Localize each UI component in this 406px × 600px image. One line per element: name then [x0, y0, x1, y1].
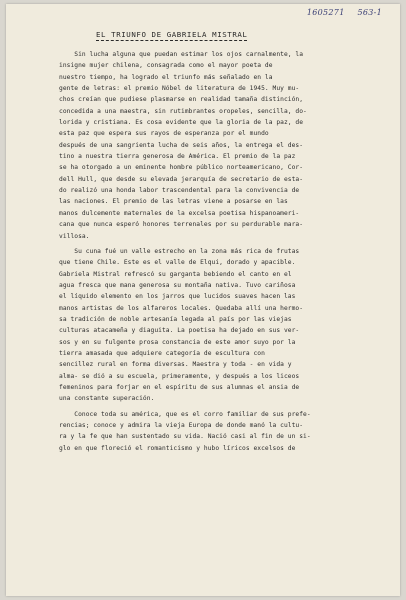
text-line: dell Hull, que desde su elevada jerarquía de secretario de esta-	[59, 175, 304, 183]
paragraph-1	[59, 49, 377, 242]
document-body	[59, 49, 377, 454]
text-line: lorida y cristiana. Es cosa evidente que la gloria de la paz, de	[59, 119, 304, 127]
text-line: insigne mujer chilena, consagrada como el mayor poeta de	[59, 62, 273, 70]
document-page	[6, 4, 400, 596]
text-line: sa tradición de noble artesanía legada al país por las viejas	[59, 315, 292, 323]
document-title: EL TRIUNFO DE GABRIELA MISTRAL	[96, 30, 248, 39]
archive-annotation	[297, 8, 382, 17]
text-line: femeninos para forjar en el espíritu de sus alumnas el ansia de	[59, 383, 300, 391]
text-line: villosa.	[59, 232, 90, 240]
text-line: nuestro tiempo, ha logrado el triunfo más señalado en la	[59, 73, 273, 81]
folio-number: 563-1	[357, 8, 382, 17]
text-line: culturas atacameña y diaguita. La poetisa ha dejado en sus ver-	[59, 327, 300, 335]
text-line: glo en que floreció el romanticismo y hubo líricos excelsos de	[59, 444, 296, 452]
text-line: concedida a una maestra, sin rutimbrantes oropeles, sencilla, do-	[59, 107, 307, 115]
text-line: las naciones. El premio de las letras viene a posarse en las	[59, 198, 288, 206]
text-line: Conoce toda su américa, que es el corro familiar de sus prefe-	[59, 410, 311, 418]
text-line: alma- se dió a su escuela, primeramente, y después a los liceos	[59, 372, 300, 380]
text-line: Sin lucha alguna que puedan estimar los ojos carnalmente, la	[59, 51, 304, 58]
text-line: cana que nunca esperó honores terrenales por su perdurable mara-	[59, 221, 304, 229]
text-line: el líquido elemento en los jarros que lucidos suaves hacen las	[59, 293, 296, 301]
text-line: do realizó una honda labor trascendental para la convivencia de	[59, 187, 300, 195]
text-line: gente de letras: el premio Nóbel de literatura de 1945. Muy mu-	[59, 85, 300, 93]
text-line: rencias; conoce y admira la vieja Europa de donde manó la cultu-	[59, 422, 304, 429]
paragraph-3	[59, 409, 377, 454]
text-line: que tiene Chile. Este es el valle de Elqui, dorado y apacible.	[59, 259, 296, 267]
text-line: sos y en su fulgente prosa constancia de este amor suyo por la	[59, 338, 296, 346]
text-line: Gabriela Mistral refrescó su garganta bebiendo el canto en el	[59, 270, 292, 278]
text-line: una constante superación.	[59, 395, 155, 403]
text-line: tino a nuestra tierra generosa de América. El premio de la paz	[59, 153, 296, 161]
text-line: manos artistas de los alfareros locales. Quedaba allí una hermo-	[59, 304, 304, 312]
text-line: Su cuna fué un valle estrecho en la zona más rica de frutas	[59, 247, 300, 255]
text-line: esta paz que espera sus rayos de esperanza por el mundo	[59, 130, 269, 138]
text-line: sencillez rural en forma diversas. Maestra y toda - en vida y	[59, 361, 292, 369]
text-line: después de una sangrienta lucha de seis años, la entrega el des-	[59, 141, 304, 149]
archive-code: 1605271	[306, 8, 345, 17]
text-line: manos dulcemente maternales de la excelsa poetisa hispanoameri-	[59, 209, 300, 217]
text-line: ra y la fe que han sustentado su vida. Nació casi al fin de un si-	[59, 433, 311, 441]
text-line: agua fresca que mana generosa su montaña nativa. Tuvo cariñosa	[59, 281, 296, 289]
text-line: tierra amasada que adquiere categoría de escultura con	[59, 349, 265, 357]
text-line: chos creían que pudiese plasmarse en realidad tamaña distinción,	[59, 96, 304, 104]
text-line: se ha otorgado a un eminente hombre público norteamericano, Cor-	[59, 164, 304, 172]
paragraph-2	[59, 246, 377, 405]
